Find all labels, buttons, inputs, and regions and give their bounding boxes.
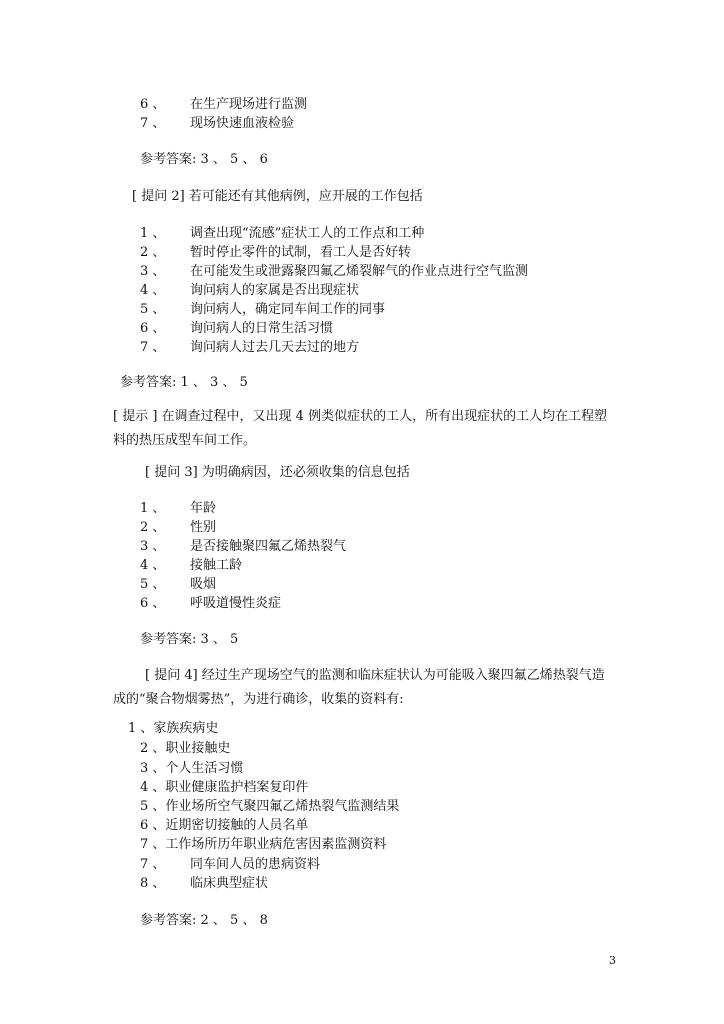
list-number: 5 、: [140, 577, 166, 592]
list-item: 在可能发生或泄露聚四氟乙烯裂解气的作业点进行空气监测: [190, 264, 529, 279]
list-item: 询问病人的家属是否出现症状: [190, 283, 360, 298]
list-item: 接触工龄: [190, 558, 243, 573]
list-item: 临床典型症状: [190, 876, 269, 891]
list-item: 是否接触聚四氟乙烯热裂气: [190, 539, 347, 554]
list-item: 在生产现场进行监测: [190, 97, 308, 112]
list-item: 询问病人，确定同车间工作的同事: [190, 302, 386, 317]
list-item: 调查出现“流感”症状工人的工作点和工种: [190, 226, 425, 241]
list-item: 2 、职业接触史: [140, 741, 231, 756]
list-number: 1 、: [140, 226, 166, 241]
list-item: 6 、近期密切接触的人员名单: [140, 818, 309, 833]
answer-2: 参考答案: 1 、 3 、 5: [120, 375, 248, 390]
answer-3: 参考答案: 3 、 5: [140, 632, 239, 647]
list-item: 3 、个人生活习惯: [140, 761, 244, 776]
list-number: 2 、: [140, 245, 166, 260]
question-2-prompt: [ 提问 2] 若可能还有其他病例，应开展的工作包括: [132, 189, 423, 204]
list-number: 7 、: [140, 340, 166, 355]
list-item: 询问病人的日常生活习惯: [190, 321, 334, 336]
list-number: 4 、: [140, 283, 166, 298]
list-number: 7 、: [140, 857, 166, 872]
list-number: 5 、: [140, 302, 166, 317]
list-item: 7 、工作场所历年职业病危害因素监测资料: [140, 837, 387, 852]
list-item: 1 、家族疾病史: [128, 721, 219, 736]
list-item: 现场快速血液检验: [190, 116, 295, 131]
list-item: 5 、作业场所空气聚四氟乙烯热裂气监测结果: [140, 799, 400, 814]
answer-4: 参考答案: 2 、 5 、 8: [140, 913, 268, 928]
list-number: 1 、: [140, 501, 166, 516]
list-item: 询问病人过去几天去过的地方: [190, 340, 360, 355]
list-item: 暂时停止零件的试制，看工人是否好转: [190, 245, 412, 260]
question-3-prompt: [ 提问 3] 为明确病因，还必须收集的信息包括: [145, 465, 410, 480]
list-item: 年龄: [190, 501, 217, 516]
list-item: 同车间人员的患病资料: [190, 857, 321, 872]
list-item: 4 、职业健康监护档案复印件: [140, 780, 309, 795]
list-number: 4 、: [140, 558, 166, 573]
answer-1: 参考答案: 3 、 5 、 6: [140, 152, 268, 167]
list-item: 呼吸道慢性炎症: [190, 596, 282, 611]
list-number: 3 、: [140, 264, 166, 279]
list-number: 2 、: [140, 520, 166, 535]
list-item: 吸烟: [190, 577, 217, 592]
list-number: 8 、: [140, 876, 166, 891]
page-number: 3: [609, 954, 616, 967]
list-number: 6 、: [140, 321, 166, 336]
list-number: 3 、: [140, 539, 166, 554]
hint-paragraph: [ 提示 ] 在调查过程中，又出现 4 例类似症状的工人，所有出现症状的工人均在工程塑料的热压成型车间工作。: [113, 409, 608, 448]
list-number: 6 、: [140, 97, 166, 112]
list-number: 7 、: [140, 116, 166, 131]
question-4-prompt: [ 提问 4] 经过生产现场空气的监测和临床症状认为可能吸入聚四氟乙烯热裂气造成的“聚合物烟雾热”，为进行确诊，收集的资料有:: [113, 668, 605, 707]
list-number: 6 、: [140, 596, 166, 611]
list-item: 性别: [190, 520, 217, 535]
